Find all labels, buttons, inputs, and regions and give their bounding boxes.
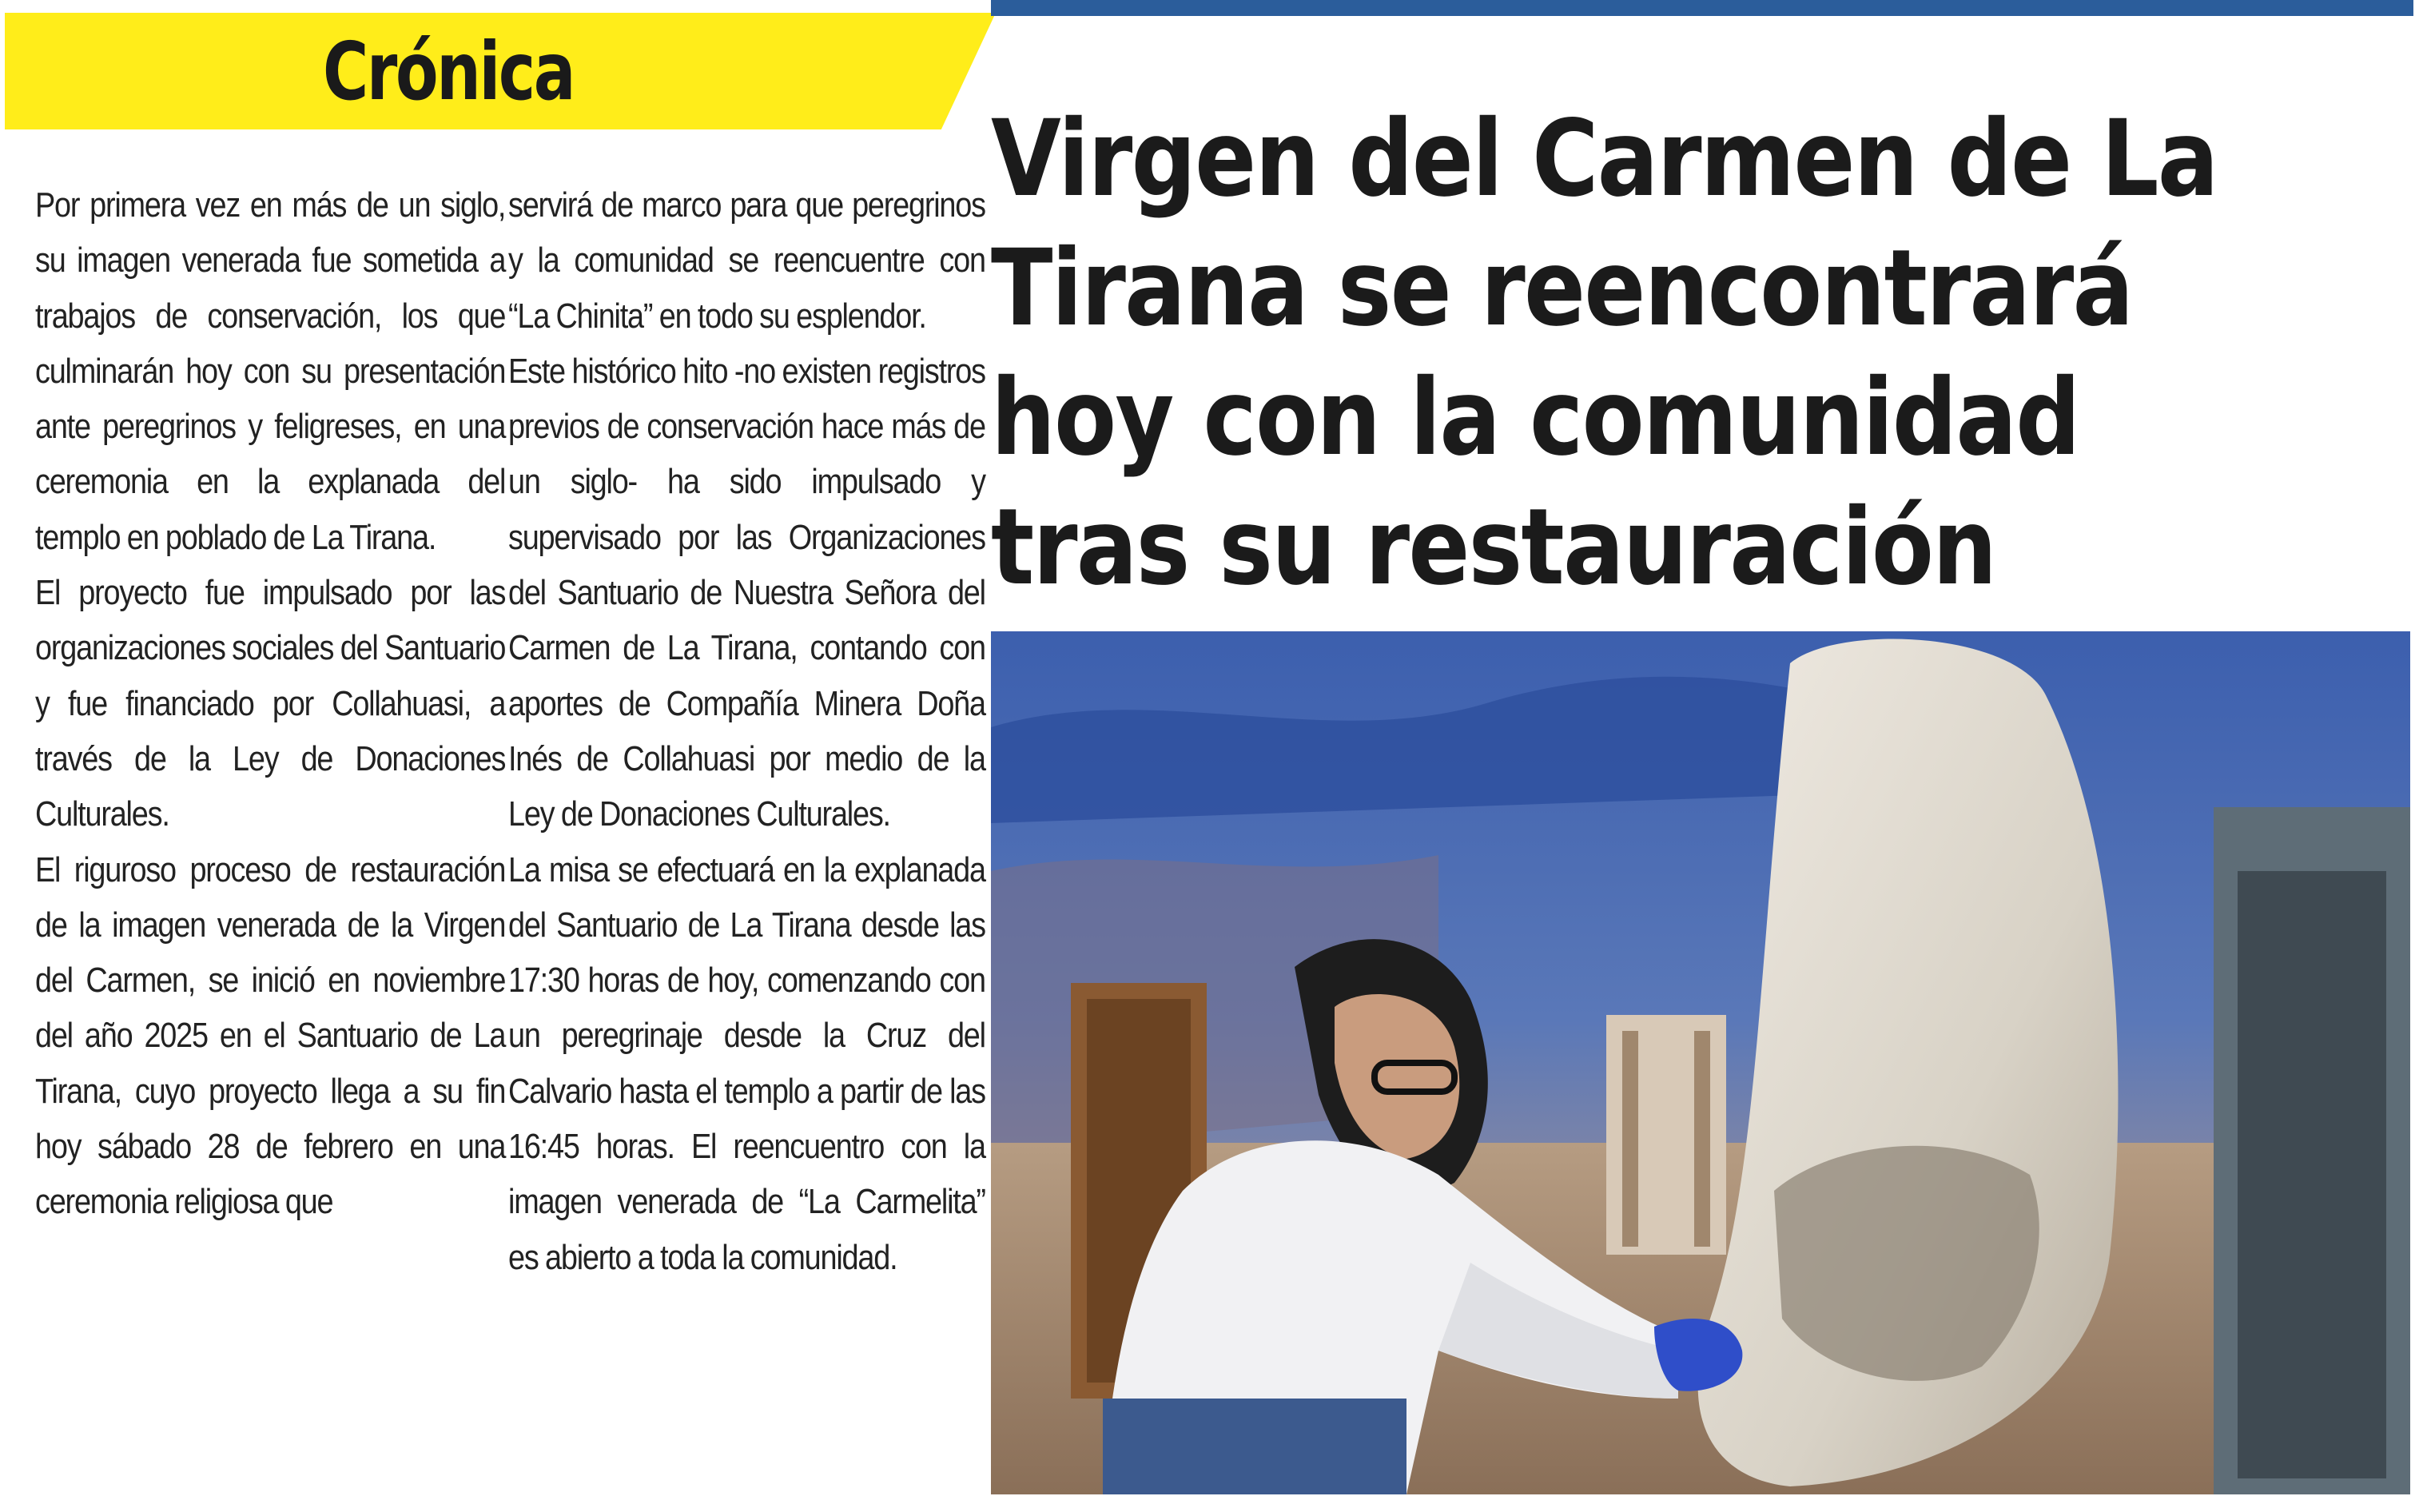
article-column-1: [35, 177, 505, 1230]
paragraph: servirá de marco para que peregrinos y la comunidad se reencuentre con “La Chinita” en todo su esplendor.: [508, 185, 985, 336]
paragraph: El proyecto fue impulsado por las organizaciones sociales del Santuario y fue financiado por Collahuasi, a través de la Ley de Donaciones Culturales.: [35, 573, 506, 834]
paragraph: Este histórico hito -no existen registros previos de conservación hace más de un siglo- ha sido impulsado y supervisado por las Organizaciones del Santuario de Nuestra Señora del Carmen de La Tirana, contando con aportes de Compañía Minera Doña Inés de Collahuasi por medio de la Ley de Donaciones Culturales.: [508, 351, 985, 834]
section-label: Crónica: [323, 25, 575, 118]
paragraph: La misa se efectuará en la explanada del Santuario de La Tirana desde las 17:30 horas de hoy, comenzando con un peregrinaje desde la Cruz del Calvario hasta el templo a partir de las 16:45 horas. El reencuentro con la imagen venerada de “La Carmelita” es abierto a toda la comunidad.: [508, 850, 985, 1277]
article-column-2: [508, 177, 985, 1285]
paragraph: El riguroso proceso de restauración de la imagen venerada de la Virgen del Carmen, se inició en noviembre del año 2025 en el Santuario de La Tirana, cuyo proyecto llega a su fin hoy sábado 28 de febrero en una ceremonia religiosa que: [35, 850, 506, 1222]
headline: Virgen del Carmen de La Tirana se reencontrará hoy con la comunidad tras su restauración: [991, 97, 2218, 609]
restoration-photo: [991, 631, 2410, 1494]
paragraph: Por primera vez en más de un siglo, su imagen venerada fue sometida a trabajos de conservación, los que culminarán hoy con su presentación ante peregrinos y feligreses, en una ceremonia en la explanada del templo en poblado de La Tirana.: [35, 185, 506, 557]
top-rule: [991, 0, 2413, 16]
